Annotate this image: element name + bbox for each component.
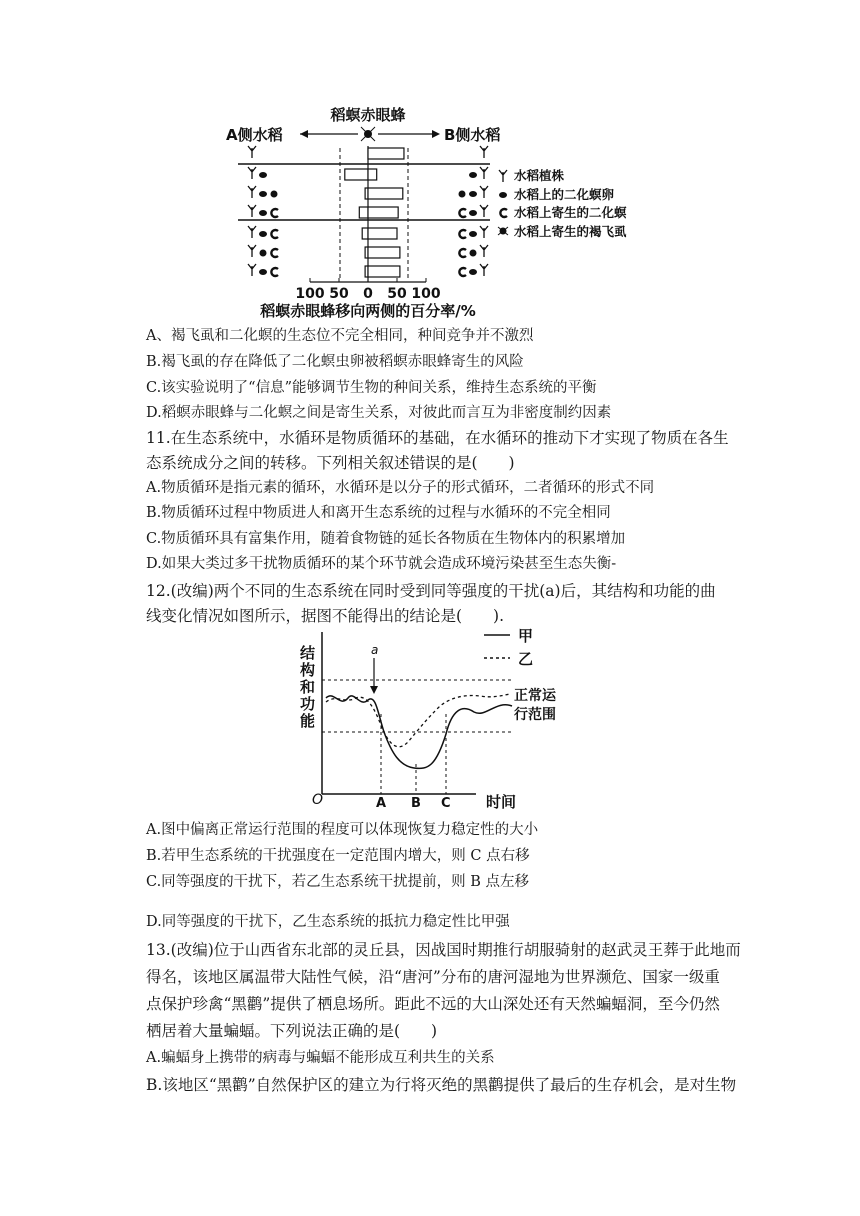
q11-stem-line2: 态系统成分之间的转移。下列相关叙述错误的是( ) bbox=[146, 454, 515, 472]
rice-plant-icon bbox=[480, 167, 488, 179]
legend-label: 水稻上的二化螟卵 bbox=[514, 187, 615, 202]
rice-plant-icon bbox=[480, 264, 488, 276]
legend-label: 水稻上寄生的二化螟 bbox=[514, 205, 627, 220]
fig1-right-label: B侧水稻 bbox=[444, 126, 501, 144]
q13-option-a: A.蝙蝠身上携带的病毒与蝙蝠不能形成互利共生的关系 bbox=[146, 1050, 495, 1066]
q10-option-b: B.褐飞虱的存在降低了二化螟虫卵被稻螟赤眼蜂寄生的风险 bbox=[146, 354, 524, 370]
fig2-legend-dashed: 乙 bbox=[518, 650, 534, 668]
q11-option-a: A.物质循环是指元素的循环，水循环是以分子的形式循环，二者循环的形式不同 bbox=[146, 480, 655, 496]
figure-2 bbox=[296, 624, 566, 816]
q11-option-d: D.如果大类过多干扰物质循环的某个环节就会造成环境污染甚至生态失衡- bbox=[146, 556, 617, 572]
bar-b-side bbox=[368, 207, 398, 218]
fig2-legend-solid: 甲 bbox=[518, 627, 534, 645]
tick-label: 50 bbox=[329, 286, 349, 302]
borer-egg-icon bbox=[469, 191, 477, 197]
q12-stem-line2: 线变化情况如图所示，据图不能得出的结论是( ). bbox=[146, 607, 505, 625]
rice-plant-icon bbox=[480, 205, 488, 217]
bar-a-side bbox=[359, 207, 368, 218]
borer-larva-icon bbox=[271, 230, 278, 238]
planthopper-icon bbox=[498, 227, 508, 235]
borer-larva-icon bbox=[271, 268, 278, 276]
borer-larva-icon bbox=[459, 209, 466, 217]
tick-label: 100 bbox=[411, 286, 441, 302]
borer-larva-icon bbox=[500, 209, 507, 217]
fig1-legend bbox=[498, 168, 627, 239]
fig1-bars bbox=[345, 148, 404, 277]
q11-option-b: B.物质循环过程中物质进人和离开生态系统的过程与水循环的不完全相同 bbox=[146, 505, 611, 521]
borer-egg-icon bbox=[469, 269, 477, 275]
borer-larva-icon bbox=[271, 209, 278, 217]
down-arrow-icon bbox=[370, 658, 378, 694]
borer-egg-icon bbox=[259, 172, 267, 178]
borer-egg-icon bbox=[259, 231, 267, 237]
left-arrow-icon bbox=[300, 130, 358, 138]
right-arrow-icon bbox=[378, 130, 440, 138]
q13-option-b: B.该地区“黑鹳”自然保护区的建立为行将灭绝的黑鹳提供了最后的生存机会，是对生物 bbox=[146, 1076, 737, 1094]
borer-larva-icon bbox=[459, 268, 466, 276]
bar-b-side bbox=[368, 228, 397, 239]
rice-plant-icon bbox=[480, 226, 488, 238]
fig2-point-b: B bbox=[411, 796, 421, 811]
rice-plant-icon bbox=[248, 146, 256, 158]
planthopper-icon bbox=[470, 250, 477, 257]
bar-b-side bbox=[368, 188, 403, 199]
tick-label: 100 bbox=[295, 286, 325, 302]
q12-option-b: B.若甲生态系统的干扰强度在一定范围内增大，则 C 点右移 bbox=[146, 848, 530, 864]
q12-stem-line1: 12.(改编)两个不同的生态系统在同时受到同等强度的干扰(a)后，其结构和功能的曲 bbox=[146, 582, 716, 600]
bar-b-side bbox=[368, 266, 400, 277]
q11-option-c: C.物质循环具有富集作用，随着食物链的延长各物质在生物体内的积累增加 bbox=[146, 531, 626, 547]
rice-plant-icon bbox=[248, 264, 256, 276]
q12-option-a: A.图中偏离正常运行范围的程度可以体现恢复力稳定性的大小 bbox=[146, 822, 539, 838]
rice-plant-icon bbox=[248, 205, 256, 217]
rice-plant-icon bbox=[499, 170, 507, 182]
planthopper-icon bbox=[459, 191, 466, 198]
borer-egg-icon bbox=[469, 210, 477, 216]
fig1-xlabel: 稻螟赤眼蜂移向两侧的百分率/% bbox=[260, 302, 476, 320]
tick-label: 50 bbox=[387, 286, 407, 302]
borer-larva-icon bbox=[459, 249, 466, 257]
fig2-origin: O bbox=[312, 792, 324, 808]
fig2-marker-a: a bbox=[371, 643, 379, 657]
q13-line3: 点保护珍禽“黑鹳”提供了栖息场所。距此不远的大山深处还有天然蝙蝠洞，至今仍然 bbox=[146, 995, 720, 1013]
legend-label: 水稻上寄生的褐飞虱 bbox=[514, 224, 627, 239]
q13-line2: 得名，该地区属温带大陆性气候，沿“唐河”分布的唐河湿地为世界濒危、国家一级重 bbox=[146, 968, 720, 986]
borer-egg-icon bbox=[259, 210, 267, 216]
q13-line4: 栖居着大量蝙蝠。下列说法正确的是( ) bbox=[146, 1022, 438, 1040]
borer-egg-icon bbox=[499, 192, 507, 198]
q12-option-c: C.同等强度的干扰下，若乙生态系统干扰提前，则 B 点左移 bbox=[146, 874, 530, 890]
fig2-xlabel: 时间 bbox=[486, 793, 517, 811]
tick-label: 0 bbox=[363, 286, 373, 302]
rice-plant-icon bbox=[248, 245, 256, 257]
q10-option-c: C.该实验说明了“信息”能够调节生物的种间关系，维持生态系统的平衡 bbox=[146, 380, 597, 396]
rice-plant-icon bbox=[480, 186, 488, 198]
rice-plant-icon bbox=[480, 245, 488, 257]
legend-label: 水稻植株 bbox=[514, 168, 565, 183]
rice-plant-icon bbox=[248, 226, 256, 238]
rice-plant-icon bbox=[248, 186, 256, 198]
bar-a-side bbox=[362, 228, 368, 239]
planthopper-icon bbox=[260, 250, 267, 257]
planthopper-icon bbox=[271, 191, 278, 198]
curve-yi bbox=[326, 694, 510, 747]
q12-option-d: D.同等强度的干扰下，乙生态系统的抵抗力稳定性比甲强 bbox=[146, 914, 510, 930]
fig1-left-label: A侧水稻 bbox=[226, 126, 283, 144]
rice-plant-icon bbox=[480, 146, 488, 158]
q10-option-a: A、褐飞虱和二化螟的生态位不完全相同，种间竞争并不激烈 bbox=[146, 328, 534, 344]
q11-stem-line1: 11.在生态系统中，水循环是物质循环的基础，在水循环的推动下才实现了物质在各生 bbox=[146, 429, 729, 447]
fig2-point-c: C bbox=[441, 796, 451, 811]
wasp-icon bbox=[361, 127, 375, 141]
q10-option-d: D.稻螟赤眼蜂与二化螟之间是寄生关系，对彼此而言互为非密度制约因素 bbox=[146, 405, 612, 421]
fig1-top-label: 稻螟赤眼蜂 bbox=[330, 106, 406, 124]
bar-b-side bbox=[368, 169, 377, 180]
bar-a-side bbox=[345, 169, 368, 180]
borer-larva-icon bbox=[459, 230, 466, 238]
borer-larva-icon bbox=[271, 249, 278, 257]
q13-line1: 13.(改编)位于山西省东北部的灵丘县，因战国时期推行胡服骑射的赵武灵王葬于此地而 bbox=[146, 941, 741, 959]
borer-egg-icon bbox=[469, 231, 477, 237]
fig2-normal-range-line2: 行范围 bbox=[514, 707, 556, 723]
borer-egg-icon bbox=[259, 191, 267, 197]
fig2-normal-range-line1: 正常运 bbox=[514, 688, 556, 704]
rice-plant-icon bbox=[248, 167, 256, 179]
figure-1 bbox=[220, 100, 660, 322]
borer-egg-icon bbox=[469, 172, 477, 178]
borer-egg-icon bbox=[259, 269, 267, 275]
fig2-point-a: A bbox=[376, 796, 387, 811]
fig2-ylabel: 结构和功能 bbox=[300, 644, 316, 730]
bar-b-side bbox=[368, 148, 404, 159]
bar-b-side bbox=[368, 247, 400, 258]
